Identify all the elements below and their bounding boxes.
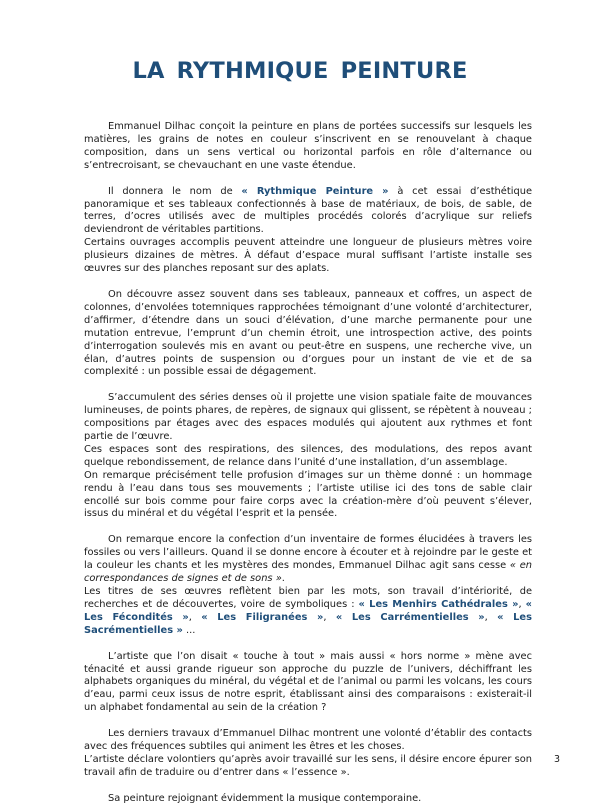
paragraph-intro: Emmanuel Dilhac conçoit la peinture en plans de portées successifs sur lesquels les matières, les grains de notes en couleur s’inscrivent en se renouvelant à chaque composition, dans un sens vertical ou horizontal parfois en rôle d’alternance ou s’entrecroisant, se chevauchant en une vaste étendue.	[84, 121, 532, 171]
separator: ,	[188, 611, 202, 623]
work-title-sacrementielles: « Les Sacrémentielles »	[84, 611, 532, 636]
paragraph-colonnes: On découvre assez souvent dans ses tableaux, panneaux et coffres, un aspect de colonnes, d’envolées totemniques rapprochées témoignant d’une volonté d’architecturer, d’affirmer, d’étendre dans un souci d’élévation, d’une marche permanente pour une mutation entrevue, l’emprunt d’un chemin étroit, une introspection active, des points d’interrogation soulevés mis en avant ou peut-être en suspens, une recherche vive, un élan, d’autres points de suspension ou d’orgues pour un instant de vie et de sa complexité : un possible essai de dégagement.	[84, 288, 532, 378]
page-title: LA RYTHMIQUE PEINTURE	[132, 58, 468, 84]
paragraph-ouvrages: Certains ouvrages accomplis peuvent atteindre une longueur de plusieurs mètres voire plusieurs dizaines de mètres. À défaut d’espace mural suffisant l’artiste installe ses œuvres sur des planches reposant sur des aplats.	[84, 237, 532, 275]
work-title-carrementielles: « Les Carrémentielles »	[335, 611, 485, 623]
paragraph-text: .	[281, 573, 285, 585]
paragraph-titres	[84, 586, 532, 638]
paragraph-hommage-eau: On remarque précisément telle profusion d’images sur un thème donné : un hommage rendu à l’eau dans tous ses mouvements ; l’artiste utilise ici des tons de sable clair encollé sur bois comme pour faire corps avec la création-mère d’où peuvent s’élever, issus du minéral et du végétal l’esprit et la pensée.	[84, 469, 532, 520]
ellipsis: ...	[182, 624, 196, 636]
paragraph-text: à cet essai d’esthétique panoramique et ses tableaux confectionnés à base de matériaux, de bois, de sable, de terres, d’ocres utilisés avec de multiples procédés colorés d’acrylique sur reliefs deviendront de véritables partitions.	[84, 185, 532, 236]
article-body	[84, 121, 532, 806]
page-number: 3	[554, 754, 561, 765]
work-title-filigranees: « Les Filigranées »	[201, 611, 324, 623]
separator: ,	[518, 598, 526, 610]
separator: ,	[323, 611, 336, 623]
paragraph-text: Les titres de ses œuvres reflètent bien par les mots, son travail d’intériorité, de recherches et de découvertes, voire de symboliques :	[84, 586, 532, 610]
paragraph-essence: L’artiste déclare volontiers qu’après avoir travaillé sur les sens, il désire encore épurer son travail afin de traduire ou d’entrer dans « l’essence ».	[84, 753, 532, 778]
paragraph-musique: Sa peinture rejoignant évidemment la musique contemporaine.	[108, 792, 422, 804]
work-title-fecondites: « Les Fécondités »	[84, 598, 532, 623]
rythmique-peinture-term: « Rythmique Peinture »	[241, 185, 389, 197]
paragraph-text: On remarque encore la confection d’un inventaire de formes élucidées à travers les fossiles ou vers l’ailleurs. Quand il se donne encore à écouter et à rejoindre par le geste et la couleur les chants et les mystères des mondes, Emmanuel Dilhac agit sans cesse	[84, 534, 532, 572]
paragraph-rythmique	[84, 186, 532, 238]
paragraph-series: S’accumulent des séries denses où il projette une vision spatiale faite de mouvances lumineuses, de points phares, de repères, de signaux qui glissent, se répètent à nouveau ; compositions par étages avec des espaces modulés qui ajoutent aux rythmes et font partie de l’œuvre.	[84, 392, 532, 443]
work-title-menhirs: « Les Menhirs Cathédrales »	[358, 598, 519, 610]
correspondances-quote: « en correspondances de signes et de sons »	[84, 560, 532, 585]
paragraph-inventaire	[84, 534, 532, 586]
paragraph-derniers-travaux: Les derniers travaux d’Emmanuel Dilhac montrent une volonté d’établir des contacts avec des fréquences subtiles qui animent les êtres et les choses.	[84, 728, 532, 753]
paragraph-text: Il donnera le nom de	[108, 185, 242, 197]
separator: ,	[484, 611, 498, 623]
paragraph-espaces: Ces espaces sont des respirations, des silences, des modulations, des repos avant quelque rebondissement, de relance dans l’unité d’une installation, d’un assemblage.	[84, 443, 532, 468]
paragraph-touche-a-tout: L’artiste que l’on disait « touche à tout » mais aussi « hors norme » mène avec ténacité et aussi grande rigueur son approche du puzzle de l’univers, déchiffrant les alphabets organiques du minéral, du végétal et de l’animal ou parmi les volcans, les cours d’eau, parmi ceux issus de notre esprit, établissant ainsi des comparaisons : existerait-il un alphabet fondamental au sein de la création ?	[84, 650, 532, 714]
